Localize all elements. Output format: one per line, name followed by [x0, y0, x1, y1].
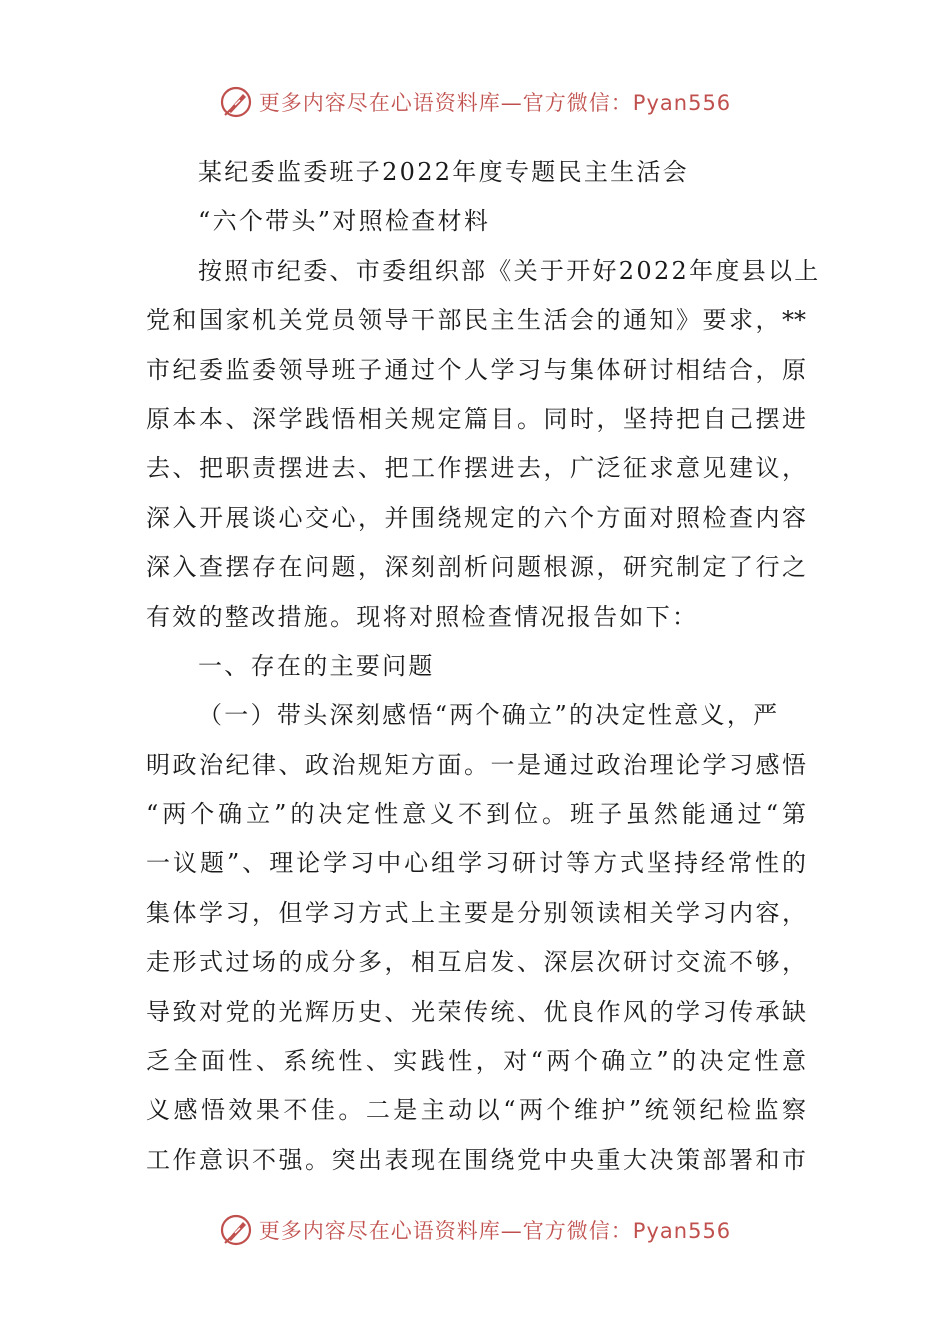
paragraph-line: 按照市纪委、市委组织部《关于开好2022年度县以上 — [198, 256, 821, 285]
paragraph-line: 导致对党的光辉历史、光荣传统、优良作风的学习传承缺 — [146, 997, 806, 1026]
paragraph-line: 乏全面性、系统性、实践性，对“两个确立”的决定性意 — [146, 1047, 806, 1076]
paragraph-line: 一议题”、理论学习中心组学习研讨等方式坚持经常性的 — [146, 849, 806, 878]
paragraph-line: 工作意识不强。突出表现在围绕党中央重大决策部署和市 — [146, 1145, 806, 1174]
quill-pen-logo-icon — [219, 85, 253, 119]
section-heading: 一、存在的主要问题 — [198, 651, 435, 680]
paragraph-line: 义感悟效果不佳。二是主动以“两个维护”统领纪检监察 — [146, 1096, 806, 1125]
paragraph-line: 深入开展谈心交心，并围绕规定的六个方面对照检查内容 — [146, 503, 806, 532]
header-watermark — [0, 80, 950, 124]
paragraph-line: “两个确立”的决定性意义不到位。班子虽然能通过“第 — [146, 800, 806, 829]
paragraph-line: 集体学习，但学习方式上主要是分别领读相关学习内容， — [146, 898, 806, 927]
document-body — [146, 148, 821, 1185]
paragraph-line: 党和国家机关党员领导干部民主生活会的通知》要求，** — [146, 306, 806, 335]
watermark-text: 更多内容尽在心语资料库—官方微信：Pyan556 — [258, 91, 732, 115]
paragraph-line: （一）带头深刻感悟“两个确立”的决定性意义，严 — [198, 701, 780, 730]
paragraph-line: 深入查摆存在问题，深刻剖析问题根源，研究制定了行之 — [146, 553, 806, 582]
watermark-text: 更多内容尽在心语资料库—官方微信：Pyan556 — [258, 1219, 732, 1243]
paragraph-line: 走形式过场的成分多，相互启发、深层次研讨交流不够， — [146, 948, 806, 977]
paragraph-line: 有效的整改措施。现将对照检查情况报告如下： — [146, 602, 699, 631]
document-title-line-2: “六个带头”对照检查材料 — [198, 207, 491, 236]
footer-watermark — [0, 1208, 950, 1252]
paragraph-line: 去、把职责摆进去、把工作摆进去，广泛征求意见建议， — [146, 454, 806, 483]
document-title-line-1: 某纪委监委班子2022年度专题民主生活会 — [198, 158, 690, 186]
quill-pen-logo-icon — [219, 1213, 253, 1247]
paragraph-line: 原本本、深学践悟相关规定篇目。同时，坚持把自己摆进 — [146, 404, 806, 433]
paragraph-line: 市纪委监委领导班子通过个人学习与集体研讨相结合，原 — [146, 355, 806, 384]
paragraph-line: 明政治纪律、政治规矩方面。一是通过政治理论学习感悟 — [146, 750, 806, 779]
